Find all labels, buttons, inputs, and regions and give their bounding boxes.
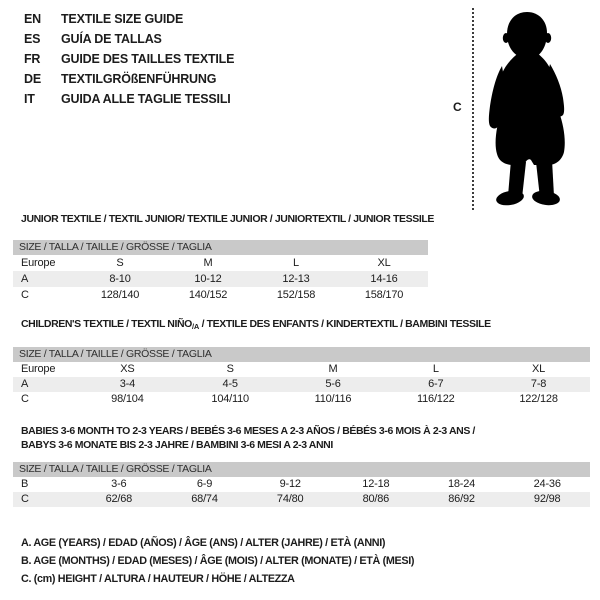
language-row — [24, 9, 234, 29]
table-row — [13, 287, 428, 303]
table-row — [13, 492, 590, 507]
table-cell: S — [116, 257, 124, 269]
size-header-band: SIZE / TALLA / TAILLE / GRÖSSE / TAGLIA — [13, 347, 590, 362]
table-cell: 12-18 — [362, 478, 390, 490]
size-header-band: SIZE / TALLA / TAILLE / GRÖSSE / TAGLIA — [13, 240, 428, 255]
table-cell: 9-12 — [279, 478, 301, 490]
row-label: C — [21, 393, 29, 405]
size-header-band: SIZE / TALLA / TAILLE / GRÖSSE / TAGLIA — [13, 462, 590, 477]
table-cell: 92/98 — [533, 493, 561, 505]
table-cell: 128/140 — [100, 289, 140, 301]
language-code: IT — [24, 92, 35, 106]
table-cell: S — [226, 363, 234, 375]
children-size-table — [13, 347, 590, 407]
table-cell: M — [328, 363, 338, 375]
height-measure-dotted-line — [472, 8, 474, 210]
row-label: C — [21, 493, 29, 505]
table-cell: XL — [377, 257, 391, 269]
table-row — [13, 377, 590, 392]
table-row — [13, 362, 590, 377]
table-cell: 158/170 — [364, 289, 404, 301]
language-row — [24, 89, 234, 109]
table-cell: 8-10 — [109, 273, 131, 285]
row-label: B — [21, 478, 29, 490]
junior-size-table — [13, 240, 428, 303]
baby-silhouette-icon — [486, 2, 596, 212]
language-code: FR — [24, 52, 41, 66]
language-code: DE — [24, 72, 41, 86]
table-cell: 3-4 — [119, 378, 136, 390]
table-cell: 98/104 — [111, 393, 144, 405]
table-cell: 104/110 — [211, 393, 249, 405]
table-cell: 110/116 — [314, 393, 352, 405]
section-title-children-text: / TEXTILE DES ENFANTS / KINDERTEXTIL / BAMBINI TESSILE — [199, 318, 491, 330]
table-row — [13, 255, 428, 271]
table-cell: 10-12 — [194, 273, 222, 285]
table-cell: 7-8 — [530, 378, 547, 390]
table-cell: 14-16 — [370, 273, 398, 285]
table-cell: 5-6 — [325, 378, 341, 390]
language-code: EN — [24, 12, 41, 26]
language-row — [24, 69, 234, 89]
section-title-junior: JUNIOR TEXTILE / TEXTIL JUNIOR/ TEXTILE JUNIOR / JUNIORTEXTIL / JUNIOR TESSILE — [21, 213, 434, 225]
language-label: TEXTILE SIZE GUIDE — [61, 12, 184, 26]
row-label: Europe — [21, 257, 56, 269]
language-code: ES — [24, 32, 41, 46]
table-row — [13, 271, 428, 287]
table-cell: 116/122 — [417, 393, 455, 405]
table-cell: 24-36 — [533, 478, 561, 490]
language-label: TEXTILGRÖßENFÜHRUNG — [61, 72, 217, 86]
row-label: Europe — [21, 363, 56, 375]
height-measure-label: C — [453, 100, 462, 114]
table-cell: 3-6 — [111, 478, 127, 490]
table-cell: 18-24 — [447, 478, 476, 490]
section-title-babies-line2: BABYS 3-6 MONATE BIS 2-3 JAHRE / BAMBINI 3-6 MESI A 2-3 ANNI — [21, 439, 333, 451]
table-cell: 152/158 — [276, 289, 316, 301]
table-cell: XL — [532, 363, 546, 375]
language-label: GUIDA ALLE TAGLIE TESSILI — [61, 92, 231, 106]
table-cell: 62/68 — [105, 493, 133, 505]
row-label: C — [21, 289, 29, 301]
language-title-list — [24, 9, 234, 109]
table-cell: 86/92 — [448, 493, 475, 505]
table-cell: M — [203, 257, 213, 269]
measure-footnotes — [21, 534, 414, 588]
section-title-children-subscript: /A — [191, 322, 200, 331]
table-cell: 140/152 — [188, 289, 228, 301]
language-row — [24, 29, 234, 49]
table-cell: XS — [120, 363, 135, 375]
footnote-age-months: B. AGE (MONTHS) / EDAD (MESES) / ÂGE (MOIS) / ALTER (MONATE) / ETÀ (MESI) — [21, 555, 415, 567]
table-row — [13, 392, 590, 407]
babies-size-table — [13, 462, 590, 507]
table-cell: 74/80 — [276, 493, 304, 505]
table-cell: L — [293, 257, 299, 269]
table-cell: 80/86 — [362, 493, 390, 505]
table-cell: 12-13 — [282, 273, 310, 285]
section-title-children-text: CHILDREN'S TEXTILE / TEXTIL NIÑO — [21, 318, 192, 330]
footnote-height-cm: C. (cm) HEIGHT / ALTURA / HAUTEUR / HÖHE / ALTEZZA — [21, 573, 295, 585]
language-row — [24, 49, 234, 69]
language-label: GUÍA DE TALLAS — [61, 32, 162, 46]
table-row — [13, 477, 590, 492]
section-title-children — [21, 317, 491, 334]
footnote-age-years: A. AGE (YEARS) / EDAD (AÑOS) / ÂGE (ANS) / ALTER (JAHRE) / ETÀ (ANNI) — [21, 537, 386, 549]
row-label: A — [21, 273, 29, 285]
table-cell: 6-9 — [196, 478, 213, 490]
table-cell: 6-7 — [428, 378, 444, 390]
table-cell: 4-5 — [222, 378, 238, 390]
table-cell: 122/128 — [519, 393, 558, 405]
language-label: GUIDE DES TAILLES TEXTILE — [61, 52, 235, 66]
row-label: A — [21, 378, 29, 390]
section-title-babies — [21, 424, 475, 452]
table-cell: 68/74 — [191, 493, 218, 505]
section-title-babies-line1: BABIES 3-6 MONTH TO 2-3 YEARS / BEBÉS 3-6 MESES A 2-3 AÑOS / BÉBÉS 3-6 MOIS À 2-3 ANS / — [21, 425, 475, 437]
table-cell: L — [432, 363, 439, 375]
